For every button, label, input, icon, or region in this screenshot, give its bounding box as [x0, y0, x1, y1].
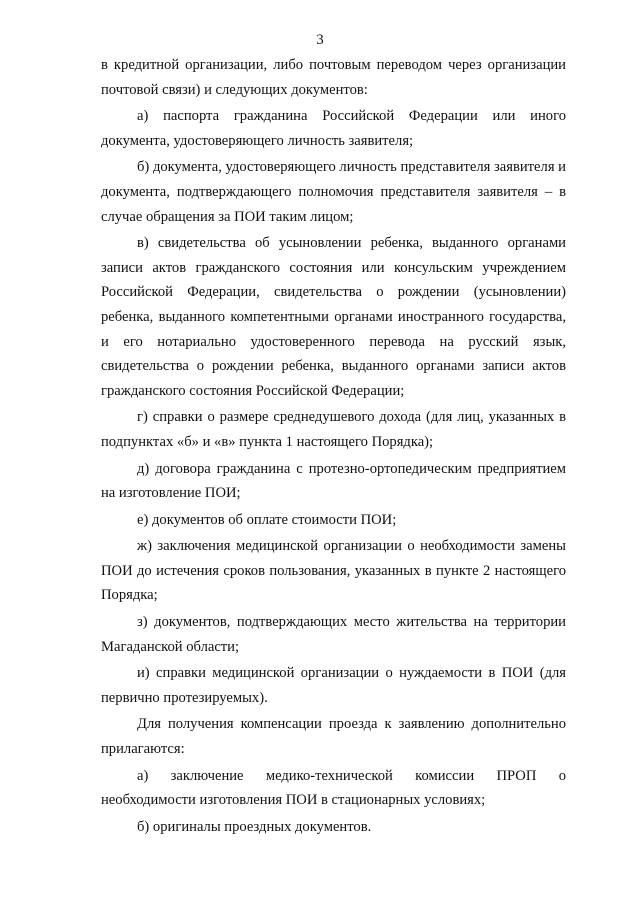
paragraph-intro-continuation: в кредитной организации, либо почтовым переводом через организации почтовой связи) и следующих документов:: [101, 57, 566, 98]
paragraph-item-g-income: г) справки о размере среднедушевого дохода (для лиц, указанных в подпунктах «б» и «в» пункта 1 настоящего Порядка);: [101, 409, 566, 450]
paragraph-item-v-certificates: в) свидетельства об усыновлении ребенка, выданного органами записи актов гражданского состояния или консульским учреждением Российской Федерации, свидетельства о рождении (усыновлении) ребенка, выданного компетентными органами иностранного государства, и его нотариально удостоверенного перевода на русский язык, свидетельства о рождении ребенка, выданного органами записи актов гражданского состояния Российской Федерации;: [101, 235, 566, 399]
paragraph-item-i-medical-need: и) справки медицинской организации о нуждаемости в ПОИ (для первично протезируемых).: [101, 665, 566, 706]
paragraph-item-zh-medical-conclusion: ж) заключения медицинской организации о необходимости замены ПОИ до истечения сроков пользования, указанных в пункте 2 настоящего Порядка;: [101, 538, 566, 604]
paragraph-travel-item-b: б) оригиналы проездных документов.: [137, 818, 372, 835]
paragraph-item-a-passport: а) паспорта гражданина Российской Федерации или иного документа, удостоверяющего личность заявителя;: [101, 108, 566, 149]
paragraph-item-e-payment: е) документов об оплате стоимости ПОИ;: [137, 511, 397, 528]
paragraph-travel-item-a: а) заключение медико-технической комиссии ПРОП о необходимости изготовления ПОИ в стационарных условиях;: [101, 767, 566, 809]
paragraph-travel-compensation: Для получения компенсации проезда к заявлению дополнительно прилагаются:: [101, 716, 566, 758]
paragraph-item-d-contract: д) договора гражданина с протезно-ортопедическим предприятием на изготовление ПОИ;: [101, 460, 566, 502]
page-number: 3: [316, 32, 324, 48]
paragraph-item-b-representative: б) документа, удостоверяющего личность представителя заявителя и документа, подтверждающего полномочия представителя заявителя – в случае обращения за ПОИ таким лицом;: [101, 159, 566, 225]
paragraph-item-z-residence: з) документов, подтверждающих место жительства на территории Магаданской области;: [101, 614, 566, 655]
document-body: [101, 53, 566, 841]
